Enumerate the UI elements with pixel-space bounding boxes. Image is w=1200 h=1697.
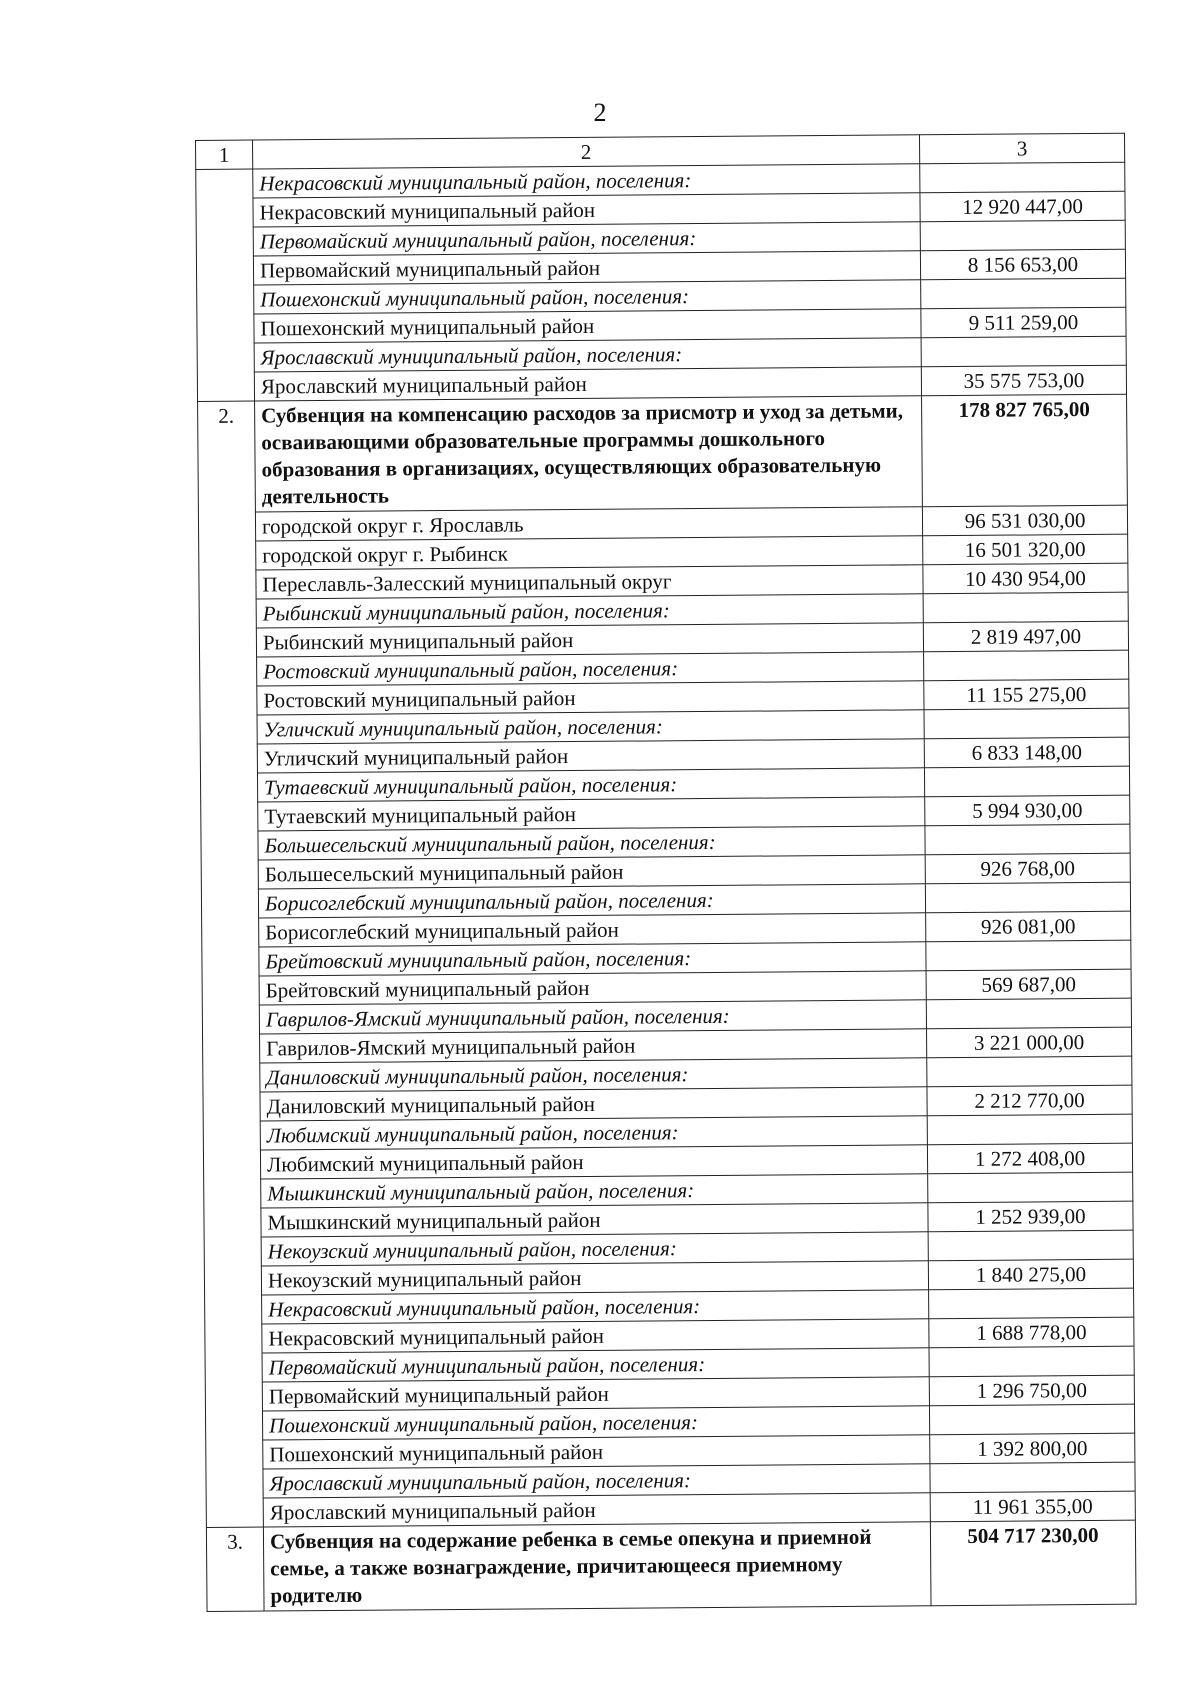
section-row <box>206 1520 1136 1611</box>
section-row <box>198 394 1128 512</box>
header-col-1: 1 <box>196 140 253 169</box>
amount-cell <box>924 766 1129 797</box>
municipality-name-cell: Ярославский муниципальный район <box>254 367 921 401</box>
municipality-name-cell: Угличский муниципальный район, поселения: <box>257 710 924 744</box>
municipality-name-cell: Любимский муниципальный район, поселения: <box>260 1116 927 1150</box>
municipality-name-cell: Некоузский муниципальный район, поселения: <box>261 1232 928 1266</box>
municipality-name-cell: городской округ г. Ярославль <box>255 507 922 541</box>
amount-cell <box>923 592 1128 623</box>
amount-cell <box>930 1462 1135 1493</box>
municipality-name-cell: Первомайский муниципальный район <box>262 1377 929 1411</box>
amount-cell: 1 272 408,00 <box>927 1143 1132 1174</box>
municipality-name-cell: Гаврилов-Ямский муниципальный район, поселения: <box>259 1000 926 1034</box>
amount-cell: 1 252 939,00 <box>928 1201 1133 1232</box>
header-col-3: 3 <box>919 133 1124 164</box>
amount-cell <box>921 336 1126 367</box>
municipality-name-cell: Борисоглебский муниципальный район, поселения: <box>258 884 925 918</box>
amount-cell: 3 221 000,00 <box>927 1027 1132 1058</box>
amount-cell: 926 081,00 <box>926 911 1131 942</box>
amount-cell: 569 687,00 <box>926 969 1131 1000</box>
municipality-name-cell: Пошехонский муниципальный район, поселения: <box>254 280 921 314</box>
amount-cell: 9 511 259,00 <box>921 307 1126 338</box>
amount-cell: 1 688 778,00 <box>929 1317 1134 1348</box>
municipality-name-cell: Мышкинский муниципальный район <box>261 1203 928 1237</box>
amount-cell <box>929 1288 1134 1319</box>
amount-cell: 96 531 030,00 <box>922 505 1127 536</box>
amount-cell: 35 575 753,00 <box>921 365 1126 396</box>
municipality-name-cell: Рыбинский муниципальный район <box>256 623 923 657</box>
amount-cell: 8 156 653,00 <box>920 249 1125 280</box>
municipality-name-cell: Любимский муниципальный район <box>260 1145 927 1179</box>
amount-cell <box>927 1056 1132 1087</box>
municipality-name-cell: Тутаевский муниципальный район, поселения: <box>257 768 924 802</box>
municipality-name-cell: Борисоглебский муниципальный район <box>259 913 926 947</box>
amount-cell <box>928 1230 1133 1261</box>
amount-cell: 6 833 148,00 <box>924 737 1129 768</box>
municipality-name-cell: Ярославский муниципальный район, поселения: <box>254 338 921 372</box>
subvention-table <box>195 133 1137 1612</box>
amount-cell: 2 819 497,00 <box>923 621 1128 652</box>
amount-cell <box>929 1404 1134 1435</box>
amount-cell: 1 392 800,00 <box>930 1433 1135 1464</box>
municipality-name-cell: Угличский муниципальный район <box>257 739 924 773</box>
amount-cell <box>920 162 1125 193</box>
municipality-name-cell: Переславль-Залесский муниципальный округ <box>256 565 923 599</box>
municipality-name-cell: Гаврилов-Ямский муниципальный район <box>260 1029 927 1063</box>
municipality-name-cell: Рыбинский муниципальный район, поселения: <box>256 594 923 628</box>
municipality-name-cell: Первомайский муниципальный район, поселения: <box>253 222 920 256</box>
amount-cell: 5 994 930,00 <box>925 795 1130 826</box>
municipality-name-cell: Большесельский муниципальный район, поселения: <box>258 826 925 860</box>
section-title-cell: Субвенция на компенсацию расходов за присмотр и уход за детьми, осваивающими образовательные программы дошкольного образования в организациях, осуществляющих образовательную деятельность <box>255 396 923 512</box>
municipality-name-cell: Первомайский муниципальный район, поселения: <box>262 1348 929 1382</box>
amount-cell <box>921 278 1126 309</box>
municipality-name-cell: Некрасовский муниципальный район, поселения: <box>262 1290 929 1324</box>
amount-cell: 11 155 275,00 <box>924 679 1129 710</box>
table-body <box>196 133 1137 1611</box>
amount-cell: 1 840 275,00 <box>928 1259 1133 1290</box>
amount-cell <box>929 1346 1134 1377</box>
amount-cell <box>920 220 1125 251</box>
amount-cell: 11 961 355,00 <box>930 1491 1135 1522</box>
municipality-name-cell: Некоузский муниципальный район <box>261 1261 928 1295</box>
municipality-name-cell: Некрасовский муниципальный район <box>262 1319 929 1353</box>
page-number: 2 <box>593 98 607 127</box>
municipality-name-cell: Даниловский муниципальный район, поселения: <box>260 1058 927 1092</box>
municipality-name-cell: Брейтовский муниципальный район <box>259 971 926 1005</box>
municipality-name-cell: Некрасовский муниципальный район <box>253 193 920 227</box>
amount-cell <box>928 1172 1133 1203</box>
municipality-name-cell: Ростовский муниципальный район, поселения: <box>257 652 924 686</box>
amount-cell: 12 920 447,00 <box>920 191 1125 222</box>
municipality-name-cell: Даниловский муниципальный район <box>260 1087 927 1121</box>
municipality-name-cell: Пошехонский муниципальный район <box>263 1435 930 1469</box>
amount-cell <box>926 940 1131 971</box>
amount-cell <box>926 998 1131 1029</box>
municipality-name-cell: Мышкинский муниципальный район, поселения: <box>261 1174 928 1208</box>
municipality-name-cell: Пошехонский муниципальный район <box>254 309 921 343</box>
row-number-cell: 3. <box>206 1527 264 1611</box>
municipality-name-cell: городской округ г. Рыбинск <box>256 536 923 570</box>
amount-cell: 2 212 770,00 <box>927 1085 1132 1116</box>
amount-cell <box>927 1114 1132 1145</box>
municipality-name-cell: Некрасовский муниципальный район, поселения: <box>253 164 920 198</box>
municipality-name-cell: Тутаевский муниципальный район <box>258 797 925 831</box>
municipality-name-cell: Ярославский муниципальный район <box>263 1493 930 1527</box>
amount-cell: 1 296 750,00 <box>929 1375 1134 1406</box>
municipality-name-cell: Брейтовский муниципальный район, поселения: <box>259 942 926 976</box>
amount-cell <box>925 824 1130 855</box>
municipality-name-cell: Большесельский муниципальный район <box>258 855 925 889</box>
row-number-cell: 2. <box>198 401 264 1527</box>
amount-cell: 16 501 320,00 <box>923 534 1128 565</box>
amount-cell <box>924 650 1129 681</box>
municipality-name-cell: Ярославский муниципальный район, поселения: <box>263 1464 930 1498</box>
row-number-cell <box>196 169 255 401</box>
amount-cell <box>925 882 1130 913</box>
municipality-name-cell: Ростовский муниципальный район <box>257 681 924 715</box>
section-total-cell: 504 717 230,00 <box>930 1520 1136 1606</box>
section-title-cell: Субвенция на содержание ребенка в семье опекуна и приемной семье, а также вознаграждение, причитающееся приемному родителю <box>263 1522 931 1611</box>
amount-cell: 10 430 954,00 <box>923 563 1128 594</box>
municipality-name-cell: Первомайский муниципальный район <box>253 251 920 285</box>
section-total-cell: 178 827 765,00 <box>922 394 1128 507</box>
amount-cell: 926 768,00 <box>925 853 1130 884</box>
municipality-name-cell: Пошехонский муниципальный район, поселения: <box>262 1406 929 1440</box>
header-col-2: 2 <box>253 135 920 169</box>
amount-cell <box>924 708 1129 739</box>
